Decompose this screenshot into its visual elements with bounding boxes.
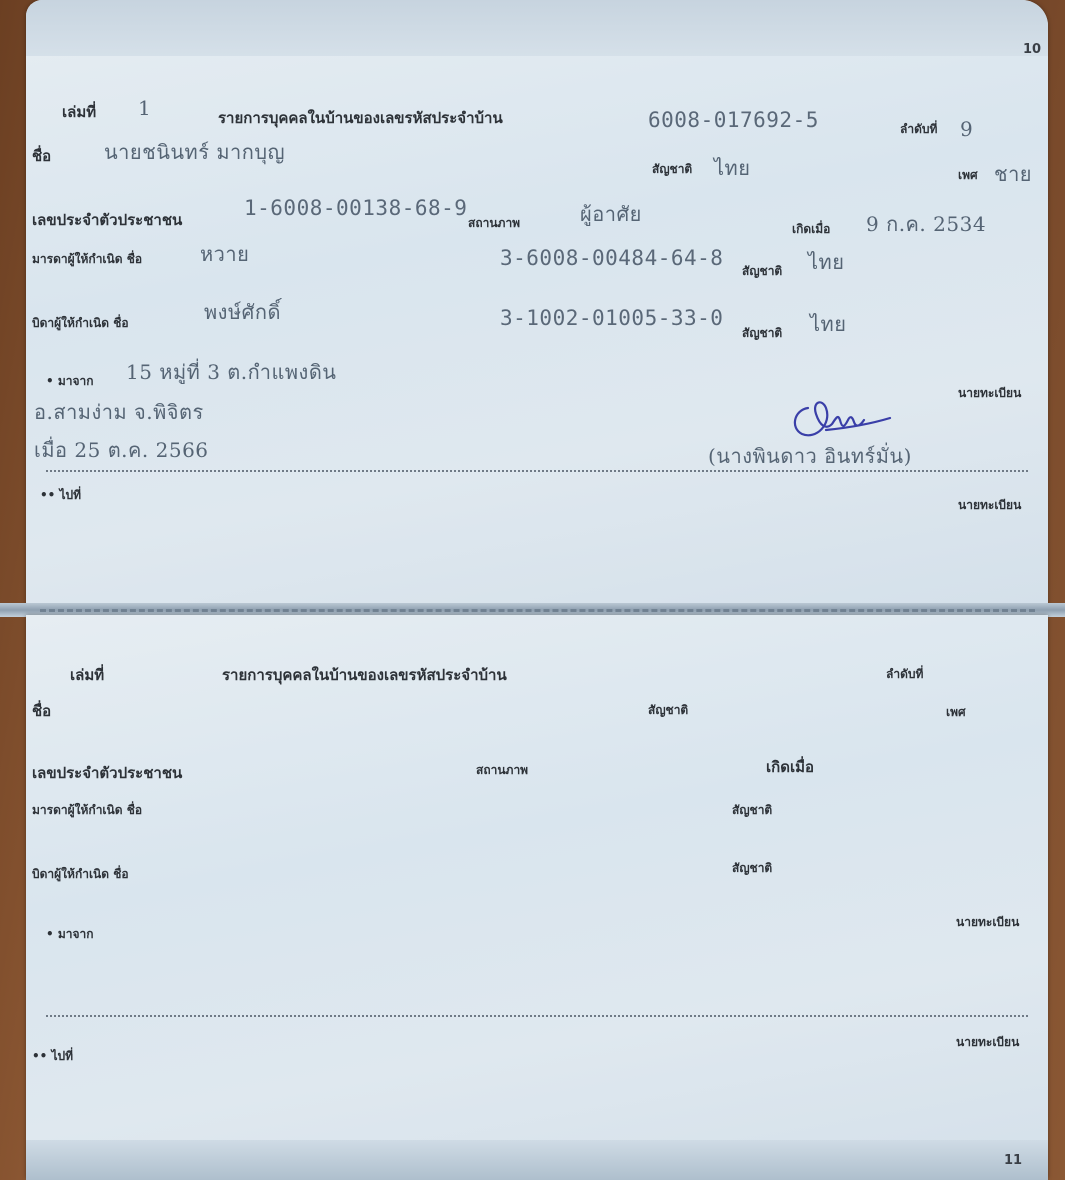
record-page-bottom xyxy=(26,615,1048,1180)
mother-label: มารดาผู้ให้กำเนิด ชื่อ xyxy=(32,252,143,266)
page-number: 10 xyxy=(1023,42,1042,57)
father-nationality-label: สัญชาติ xyxy=(742,326,783,340)
nationality-label: สัญชาติ xyxy=(652,162,693,176)
name-label: ชื่อ xyxy=(32,147,52,165)
page-header-band xyxy=(26,0,1048,56)
mother-name: หวาย xyxy=(200,242,250,266)
father-id: 3-1002-01005-33-0 xyxy=(500,306,724,330)
record-page-top xyxy=(26,0,1048,610)
name-value: นายชนินทร์ มากบุญ xyxy=(104,140,286,164)
registrar-label-2: นายทะเบียน xyxy=(956,1035,1020,1049)
born-label: เกิดเมื่อ xyxy=(766,758,814,776)
citizen-id-value: 1-6008-00138-68-9 xyxy=(244,196,468,220)
list-title: รายการบุคคลในบ้านของเลขรหัสประจำบ้าน xyxy=(222,666,507,684)
registrar-label: นายทะเบียน xyxy=(956,915,1020,929)
divider-dotted xyxy=(46,1015,1028,1017)
divider-dotted xyxy=(46,470,1028,472)
page-number: 11 xyxy=(1004,1153,1023,1168)
moved-to-label: •• ไปที่ xyxy=(32,1049,74,1063)
moved-from-line-3: เมื่อ 25 ต.ค. 2566 xyxy=(34,438,209,462)
status-label: สถานภาพ xyxy=(468,216,521,230)
name-label: ชื่อ xyxy=(32,702,52,720)
moved-from-line-2: อ.สามง่าม จ.พิจิตร xyxy=(34,400,204,424)
moved-from-line-1: 15 หมู่ที่ 3 ต.กำแพงดิน xyxy=(126,360,337,384)
father-nationality-value: ไทย xyxy=(810,312,847,336)
nationality-label: สัญชาติ xyxy=(648,703,689,717)
book-label: เล่มที่ xyxy=(70,666,105,684)
registrar-name: (นางพินดาว อินทร์มั่น) xyxy=(708,444,912,468)
mother-nationality-label: สัญชาติ xyxy=(732,803,773,817)
father-label: บิดาผู้ให้กำเนิด ชื่อ xyxy=(32,867,129,881)
mother-id: 3-6008-00484-64-8 xyxy=(500,246,724,270)
house-id: 6008-017692-5 xyxy=(648,108,819,132)
book-label: เล่มที่ xyxy=(62,103,97,121)
list-title: รายการบุคคลในบ้านของเลขรหัสประจำบ้าน xyxy=(218,109,503,127)
moved-to-label: •• ไปที่ xyxy=(40,488,82,502)
sex-value: ชาย xyxy=(994,162,1033,186)
born-label: เกิดเมื่อ xyxy=(792,222,831,236)
moved-from-label: • มาจาก xyxy=(46,927,94,941)
nationality-value: ไทย xyxy=(714,156,751,180)
status-label: สถานภาพ xyxy=(476,763,529,777)
father-name: พงษ์ศักดิ์ xyxy=(204,300,281,324)
order-value: 9 xyxy=(960,117,974,141)
status-value: ผู้อาศัย xyxy=(580,202,642,226)
book-value: 1 xyxy=(138,96,152,120)
order-label: ลำดับที่ xyxy=(900,122,938,136)
father-nationality-label: สัญชาติ xyxy=(732,861,773,875)
citizen-id-label: เลขประจำตัวประชาชน xyxy=(32,764,183,782)
registrar-label: นายทะเบียน xyxy=(958,386,1022,400)
moved-from-label: • มาจาก xyxy=(46,374,94,388)
order-label: ลำดับที่ xyxy=(886,667,924,681)
father-label: บิดาผู้ให้กำเนิด ชื่อ xyxy=(32,316,129,330)
mother-label: มารดาผู้ให้กำเนิด ชื่อ xyxy=(32,803,143,817)
sex-label: เพศ xyxy=(958,168,978,182)
registrar-label-2: นายทะเบียน xyxy=(958,498,1022,512)
citizen-id-label: เลขประจำตัวประชาชน xyxy=(32,211,183,229)
page-footer-band xyxy=(26,1140,1048,1180)
sex-label: เพศ xyxy=(946,705,966,719)
registrar-signature xyxy=(786,384,896,446)
born-value: 9 ก.ค. 2534 xyxy=(866,212,987,236)
book-fold-stitch xyxy=(40,609,1035,612)
mother-nationality-label: สัญชาติ xyxy=(742,264,783,278)
mother-nationality-value: ไทย xyxy=(808,250,845,274)
